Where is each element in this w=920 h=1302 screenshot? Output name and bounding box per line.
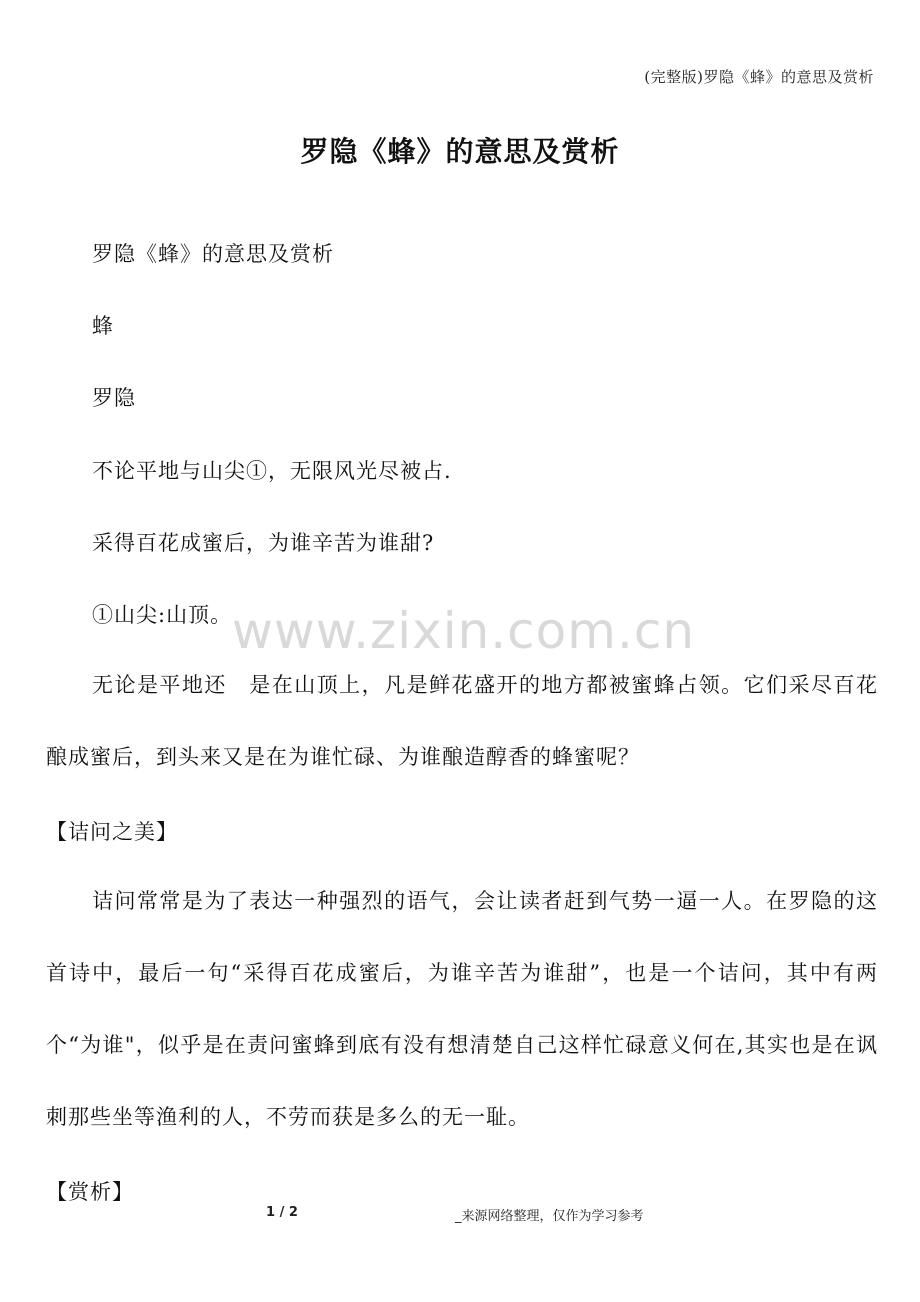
poem-author: 罗隐 bbox=[92, 386, 136, 410]
footer-note: _来源网络整理，仅作为学习参考 bbox=[455, 1209, 644, 1224]
section-heading-rhetorical-question: 【诘问之美】 bbox=[46, 820, 178, 844]
watermark: www.zixin.com.cn bbox=[232, 602, 696, 660]
page-number: 1 / 2 bbox=[266, 1205, 298, 1220]
annotation: ①山尖:山顶。 bbox=[92, 603, 233, 627]
document-subtitle: 罗隐《蜂》的意思及赏析 bbox=[92, 242, 334, 266]
translation-paragraph: 无论是平地还 是在山顶上，凡是鲜花盛开的地方都被蜜蜂占领。它们采尽百花酿成蜜后，到头来又是在为谁忙碌、为谁酿造醇香的蜂蜜呢？ bbox=[46, 673, 878, 769]
poem-line-1: 不论平地与山尖①，无限风光尽被占. bbox=[92, 459, 452, 483]
poem-line-2: 采得百花成蜜后，为谁辛苦为谁甜? bbox=[92, 531, 435, 555]
poem-title: 蜂 bbox=[92, 314, 114, 338]
running-header: (完整版)罗隐《蜂》的意思及赏析 bbox=[644, 68, 874, 86]
rhetorical-question-paragraph: 诘问常常是为了表达一种强烈的语气，会让读者赶到气势一逼一人。在罗隐的这首诗中，最后一句“采得百花成蜜后，为谁辛苦为谁甜”，也是一个诘问，其中有两个“为谁"，似乎是在责问蜜蜂到底有没有想清楚自己这样忙碌意义何在,其实也是在讽刺那些坐等渔利的人，不劳而获是多么的无一耻。 bbox=[46, 889, 878, 1129]
section-heading-appreciation: 【赏析】 bbox=[46, 1180, 134, 1204]
page-title: 罗隐《蜂》的意思及赏析 bbox=[300, 135, 620, 168]
